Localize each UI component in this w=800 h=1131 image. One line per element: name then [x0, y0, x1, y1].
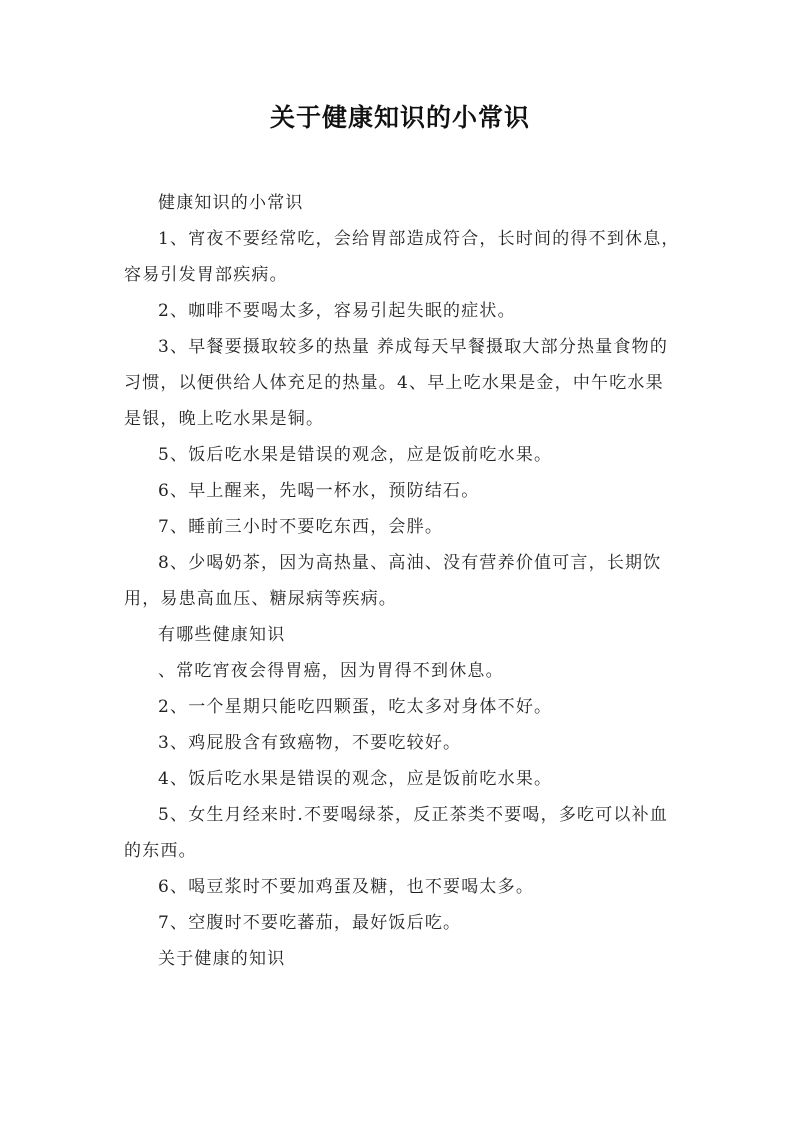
paragraph: 、常吃宵夜会得胃癌，因为胃得不到休息。	[158, 661, 504, 681]
paragraph: 5、饭后吃水果是错误的观念，应是饭前吃水果。	[158, 445, 553, 465]
paragraph: 7、睡前三小时不要吃东西，会胖。	[158, 517, 444, 537]
paragraph: 5、女生月经来时.不要喝绿茶，反正茶类不要喝，多吃可以补血的东西。	[124, 805, 669, 861]
section-heading: 关于健康的知识	[158, 949, 286, 969]
paragraph: 3、鸡屁股含有致癌物，不要吃较好。	[158, 733, 462, 753]
section-heading: 有哪些健康知识	[158, 625, 286, 645]
paragraph: 2、一个星期只能吃四颗蛋，吃太多对身体不好。	[158, 697, 553, 717]
paragraph: 3、早餐要摄取较多的热量 养成每天早餐摄取大部分热量食物的习惯，以便供给人体充足的热量。4、早上吃水果是金，中午吃水果是银，晚上吃水果是铜。	[124, 337, 669, 429]
paragraph: 1、宵夜不要经常吃，会给胃部造成符合，长时间的得不到休息，容易引发胃部疾病。	[124, 229, 680, 285]
paragraph: 7、空腹时不要吃蕃茄，最好饭后吃。	[158, 913, 462, 933]
section-heading: 健康知识的小常识	[158, 193, 304, 213]
paragraph: 4、饭后吃水果是错误的观念，应是饭前吃水果。	[158, 769, 553, 789]
document-body	[124, 185, 680, 977]
paragraph: 6、早上醒来，先喝一杯水，预防结石。	[158, 481, 480, 501]
paragraph: 8、少喝奶茶，因为高热量、高油、没有营养价值可言，长期饮用，易患高血压、糖尿病等疾病。	[124, 553, 662, 609]
paragraph: 6、喝豆浆时不要加鸡蛋及糖，也不要喝太多。	[158, 877, 535, 897]
document-title: 关于健康知识的小常识	[269, 103, 530, 132]
paragraph: 2、咖啡不要喝太多，容易引起失眠的症状。	[158, 301, 516, 321]
